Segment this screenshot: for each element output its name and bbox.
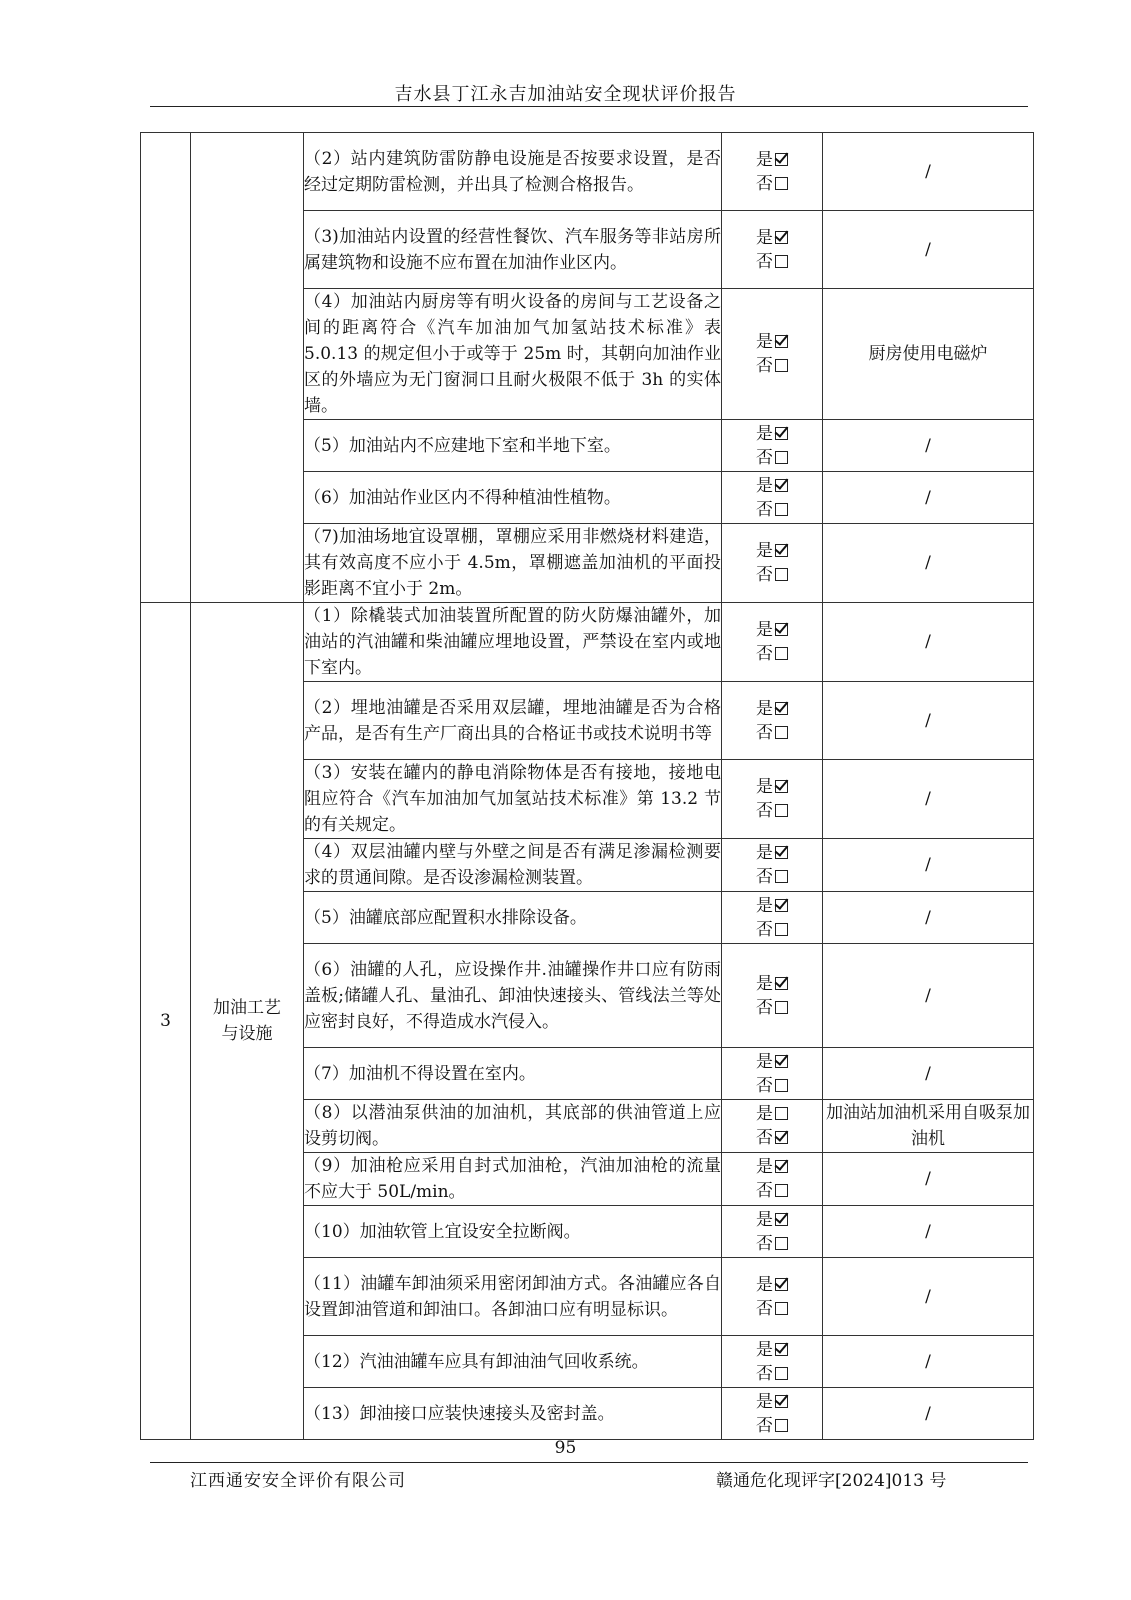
check-result bbox=[722, 839, 823, 892]
check-result bbox=[722, 603, 823, 682]
no-option-label: 否 bbox=[756, 173, 773, 194]
check-content: （12）汽油油罐车应具有卸油油气回收系统。 bbox=[304, 1336, 722, 1388]
check-result bbox=[722, 420, 823, 472]
no-option bbox=[722, 446, 822, 470]
yes-option-label: 是 bbox=[756, 1051, 773, 1072]
check-no-box bbox=[775, 1001, 788, 1014]
check-yes-box bbox=[775, 231, 788, 244]
yes-option-label: 是 bbox=[756, 1209, 773, 1230]
no-option-label: 否 bbox=[756, 1128, 773, 1148]
check-no-box bbox=[775, 923, 788, 936]
yes-option bbox=[722, 697, 822, 721]
no-option-label: 否 bbox=[756, 251, 773, 272]
check-yes-box bbox=[775, 335, 788, 348]
footer-company: 江西通安安全评价有限公司 bbox=[190, 1471, 406, 1491]
check-no-box bbox=[775, 451, 788, 464]
no-option-label: 否 bbox=[756, 997, 773, 1018]
table-row bbox=[141, 133, 1034, 211]
no-option-label: 否 bbox=[756, 356, 773, 376]
check-yes-box bbox=[775, 544, 788, 557]
check-no-box bbox=[775, 359, 788, 372]
no-option bbox=[722, 865, 822, 889]
remark-cell: / bbox=[823, 1336, 1034, 1388]
yes-option-label: 是 bbox=[756, 423, 773, 444]
yes-option-label: 是 bbox=[756, 1391, 773, 1412]
no-option bbox=[722, 172, 822, 196]
check-yes-box bbox=[775, 899, 788, 912]
check-yes-box bbox=[775, 427, 788, 440]
check-yes-box bbox=[775, 846, 788, 859]
check-content: （2）站内建筑防雷防静电设施是否按要求设置，是否经过定期防雷检测，并出具了检测合格报告。 bbox=[304, 133, 722, 211]
remark-cell: / bbox=[823, 944, 1034, 1048]
no-option-label: 否 bbox=[756, 1363, 773, 1384]
remark-cell: / bbox=[823, 1048, 1034, 1100]
no-option-label: 否 bbox=[756, 1181, 773, 1201]
check-yes-box bbox=[775, 977, 788, 990]
yes-option-label: 是 bbox=[756, 895, 773, 916]
check-yes-box bbox=[775, 1055, 788, 1068]
check-yes-box bbox=[775, 1278, 788, 1291]
remark-cell: / bbox=[823, 1206, 1034, 1258]
check-no-box bbox=[775, 177, 788, 190]
check-no-box bbox=[775, 647, 788, 660]
no-option-label: 否 bbox=[756, 447, 773, 468]
page-header-title: 吉水县丁江永吉加油站安全现状评价报告 bbox=[394, 84, 737, 105]
check-result bbox=[722, 289, 823, 420]
check-content: （5）油罐底部应配置积水排除设备。 bbox=[304, 892, 722, 944]
no-option bbox=[722, 996, 822, 1020]
item-number-cell: 3 bbox=[141, 603, 191, 1440]
yes-option bbox=[722, 775, 822, 799]
check-content: （3）安装在罐内的静电消除物体是否有接地，接地电阻应符合《汽车加油加气加氢站技术标准》第 13.2 节的有关规定。 bbox=[304, 760, 722, 839]
remark-cell: / bbox=[823, 682, 1034, 760]
no-option-label: 否 bbox=[756, 1298, 773, 1319]
no-option bbox=[722, 1414, 822, 1438]
check-yes-box bbox=[775, 479, 788, 492]
yes-option bbox=[722, 148, 822, 172]
yes-option bbox=[722, 618, 822, 642]
check-no-box bbox=[775, 1419, 788, 1432]
yes-option bbox=[722, 422, 822, 446]
check-result bbox=[722, 944, 823, 1048]
yes-option bbox=[722, 894, 822, 918]
yes-option-label: 是 bbox=[756, 227, 773, 248]
check-result bbox=[722, 1258, 823, 1336]
no-option bbox=[722, 563, 822, 587]
check-no-box bbox=[775, 503, 788, 516]
no-option-label: 否 bbox=[756, 801, 773, 821]
yes-option bbox=[722, 1155, 822, 1179]
check-yes-box bbox=[775, 1395, 788, 1408]
check-content: （4）双层油罐内壁与外壁之间是否有满足渗漏检测要求的贯通间隙。是否设渗漏检测装置。 bbox=[304, 839, 722, 892]
check-result bbox=[722, 133, 823, 211]
check-result bbox=[722, 760, 823, 839]
yes-option bbox=[722, 539, 822, 563]
remark-cell: / bbox=[823, 603, 1034, 682]
remark-cell: / bbox=[823, 524, 1034, 603]
check-result bbox=[722, 1048, 823, 1100]
yes-option-label: 是 bbox=[756, 541, 773, 561]
check-content: （5）加油站内不应建地下室和半地下室。 bbox=[304, 420, 722, 472]
no-option-label: 否 bbox=[756, 919, 773, 940]
check-result bbox=[722, 1153, 823, 1206]
check-content: （8）以潜油泵供油的加油机，其底部的供油管道上应设剪切阀。 bbox=[304, 1100, 722, 1153]
check-no-box bbox=[775, 255, 788, 268]
no-option-label: 否 bbox=[756, 644, 773, 664]
check-no-box bbox=[775, 568, 788, 581]
no-option-label: 否 bbox=[756, 722, 773, 743]
check-yes-box bbox=[775, 623, 788, 636]
yes-option-label: 是 bbox=[756, 332, 773, 352]
check-no-box bbox=[775, 1184, 788, 1197]
check-content: （6）油罐的人孔，应设操作井.油罐操作井口应有防雨盖板;储罐人孔、量油孔、卸油快速接头、管线法兰等处应密封良好，不得造成水汽侵入。 bbox=[304, 944, 722, 1048]
no-option bbox=[722, 799, 822, 823]
no-option-label: 否 bbox=[756, 1415, 773, 1436]
no-option bbox=[722, 1074, 822, 1098]
yes-option bbox=[722, 1273, 822, 1297]
yes-option bbox=[722, 841, 822, 865]
no-option bbox=[722, 1297, 822, 1321]
check-yes-box bbox=[775, 153, 788, 166]
check-yes-box bbox=[775, 780, 788, 793]
check-result bbox=[722, 524, 823, 603]
yes-option bbox=[722, 1208, 822, 1232]
yes-option bbox=[722, 1050, 822, 1074]
no-option bbox=[722, 1232, 822, 1256]
footer-divider bbox=[150, 1462, 1028, 1463]
yes-option bbox=[722, 1102, 822, 1126]
header-divider bbox=[150, 106, 1028, 107]
check-no-box bbox=[775, 1237, 788, 1250]
remark-cell: / bbox=[823, 760, 1034, 839]
check-yes-box bbox=[775, 1213, 788, 1226]
no-option-label: 否 bbox=[756, 499, 773, 520]
check-no-box bbox=[775, 1131, 788, 1144]
no-option bbox=[722, 498, 822, 522]
footer-document-number: 赣通危化现评字[2024]013 号 bbox=[716, 1471, 947, 1491]
check-yes-box bbox=[775, 1343, 788, 1356]
check-yes-box bbox=[775, 702, 788, 715]
yes-option bbox=[722, 972, 822, 996]
remark-cell: / bbox=[823, 839, 1034, 892]
item-number-cell bbox=[141, 133, 191, 603]
no-option bbox=[722, 354, 822, 378]
check-result bbox=[722, 682, 823, 760]
yes-option-label: 是 bbox=[756, 698, 773, 719]
remark-cell: 厨房使用电磁炉 bbox=[823, 289, 1034, 420]
remark-cell: / bbox=[823, 1388, 1034, 1440]
check-content: （11）油罐车卸油须采用密闭卸油方式。各油罐应各自设置卸油管道和卸油口。各卸油口应有明显标识。 bbox=[304, 1258, 722, 1336]
yes-option-label: 是 bbox=[756, 475, 773, 496]
no-option-label: 否 bbox=[756, 1233, 773, 1254]
check-no-box bbox=[775, 726, 788, 739]
check-result bbox=[722, 211, 823, 289]
no-option bbox=[722, 642, 822, 666]
check-content: （2）埋地油罐是否采用双层罐，埋地油罐是否为合格产品，是否有生产厂商出具的合格证书或技术说明书等 bbox=[304, 682, 722, 760]
check-content: （6）加油站作业区内不得种植油性植物。 bbox=[304, 472, 722, 524]
page-number: 95 bbox=[554, 1438, 577, 1458]
check-no-box bbox=[775, 870, 788, 883]
check-result bbox=[722, 1100, 823, 1153]
yes-option-label: 是 bbox=[756, 620, 773, 640]
check-no-box bbox=[775, 804, 788, 817]
check-content: （13）卸油接口应装快速接头及密封盖。 bbox=[304, 1388, 722, 1440]
yes-option-label: 是 bbox=[756, 149, 773, 170]
check-no-box bbox=[775, 1302, 788, 1315]
remark-cell: / bbox=[823, 1258, 1034, 1336]
check-content: （10）加油软管上宜设安全拉断阀。 bbox=[304, 1206, 722, 1258]
no-option-label: 否 bbox=[756, 867, 773, 887]
check-content: （1）除橇装式加油装置所配置的防火防爆油罐外，加油站的汽油罐和柴油罐应埋地设置，严禁设在室内或地下室内。 bbox=[304, 603, 722, 682]
check-result bbox=[722, 1206, 823, 1258]
project-cell: 加油工艺与设施 bbox=[191, 603, 304, 1440]
no-option bbox=[722, 1126, 822, 1150]
check-result bbox=[722, 892, 823, 944]
check-yes-box bbox=[775, 1107, 788, 1120]
yes-option-label: 是 bbox=[756, 973, 773, 994]
no-option bbox=[722, 1179, 822, 1203]
check-result bbox=[722, 1388, 823, 1440]
check-content: （3)加油站内设置的经营性餐饮、汽车服务等非站房所属建筑物和设施不应布置在加油作业区内。 bbox=[304, 211, 722, 289]
yes-option bbox=[722, 226, 822, 250]
remark-cell: / bbox=[823, 211, 1034, 289]
check-content: （7)加油场地宜设罩棚，罩棚应采用非燃烧材料建造，其有效高度不应小于 4.5m，罩棚遮盖加油机的平面投影距离不宜小于 2m。 bbox=[304, 524, 722, 603]
check-result bbox=[722, 1336, 823, 1388]
yes-option bbox=[722, 1390, 822, 1414]
yes-option-label: 是 bbox=[756, 1157, 773, 1177]
remark-cell: / bbox=[823, 133, 1034, 211]
remark-cell: / bbox=[823, 420, 1034, 472]
check-content: （9）加油枪应采用自封式加油枪，汽油加油枪的流量不应大于 50L/min。 bbox=[304, 1153, 722, 1206]
yes-option bbox=[722, 330, 822, 354]
project-cell bbox=[191, 133, 304, 603]
no-option-label: 否 bbox=[756, 1075, 773, 1096]
check-content: （7）加油机不得设置在室内。 bbox=[304, 1048, 722, 1100]
check-no-box bbox=[775, 1079, 788, 1092]
yes-option bbox=[722, 1338, 822, 1362]
yes-option-label: 是 bbox=[756, 1274, 773, 1295]
yes-option-label: 是 bbox=[756, 1104, 773, 1124]
yes-option-label: 是 bbox=[756, 843, 773, 863]
no-option bbox=[722, 918, 822, 942]
check-yes-box bbox=[775, 1160, 788, 1173]
yes-option-label: 是 bbox=[756, 1339, 773, 1360]
remark-cell: / bbox=[823, 472, 1034, 524]
yes-option-label: 是 bbox=[756, 777, 773, 797]
check-content: （4）加油站内厨房等有明火设备的房间与工艺设备之间的距离符合《汽车加油加气加氢站技术标准》表 5.0.13 的规定但小于或等于 25m 时，其朝向加油作业区的外墙应为无门窗洞口且耐火极限不低于 3h 的实体墙。 bbox=[304, 289, 722, 420]
remark-cell: / bbox=[823, 1153, 1034, 1206]
check-no-box bbox=[775, 1367, 788, 1380]
no-option bbox=[722, 250, 822, 274]
safety-checklist-table bbox=[140, 132, 1034, 1440]
no-option bbox=[722, 1362, 822, 1386]
table-row bbox=[141, 603, 1034, 682]
no-option-label: 否 bbox=[756, 565, 773, 585]
no-option bbox=[722, 721, 822, 745]
yes-option bbox=[722, 474, 822, 498]
remark-cell: / bbox=[823, 892, 1034, 944]
remark-cell: 加油站加油机采用自吸泵加油机 bbox=[823, 1100, 1034, 1153]
check-result bbox=[722, 472, 823, 524]
